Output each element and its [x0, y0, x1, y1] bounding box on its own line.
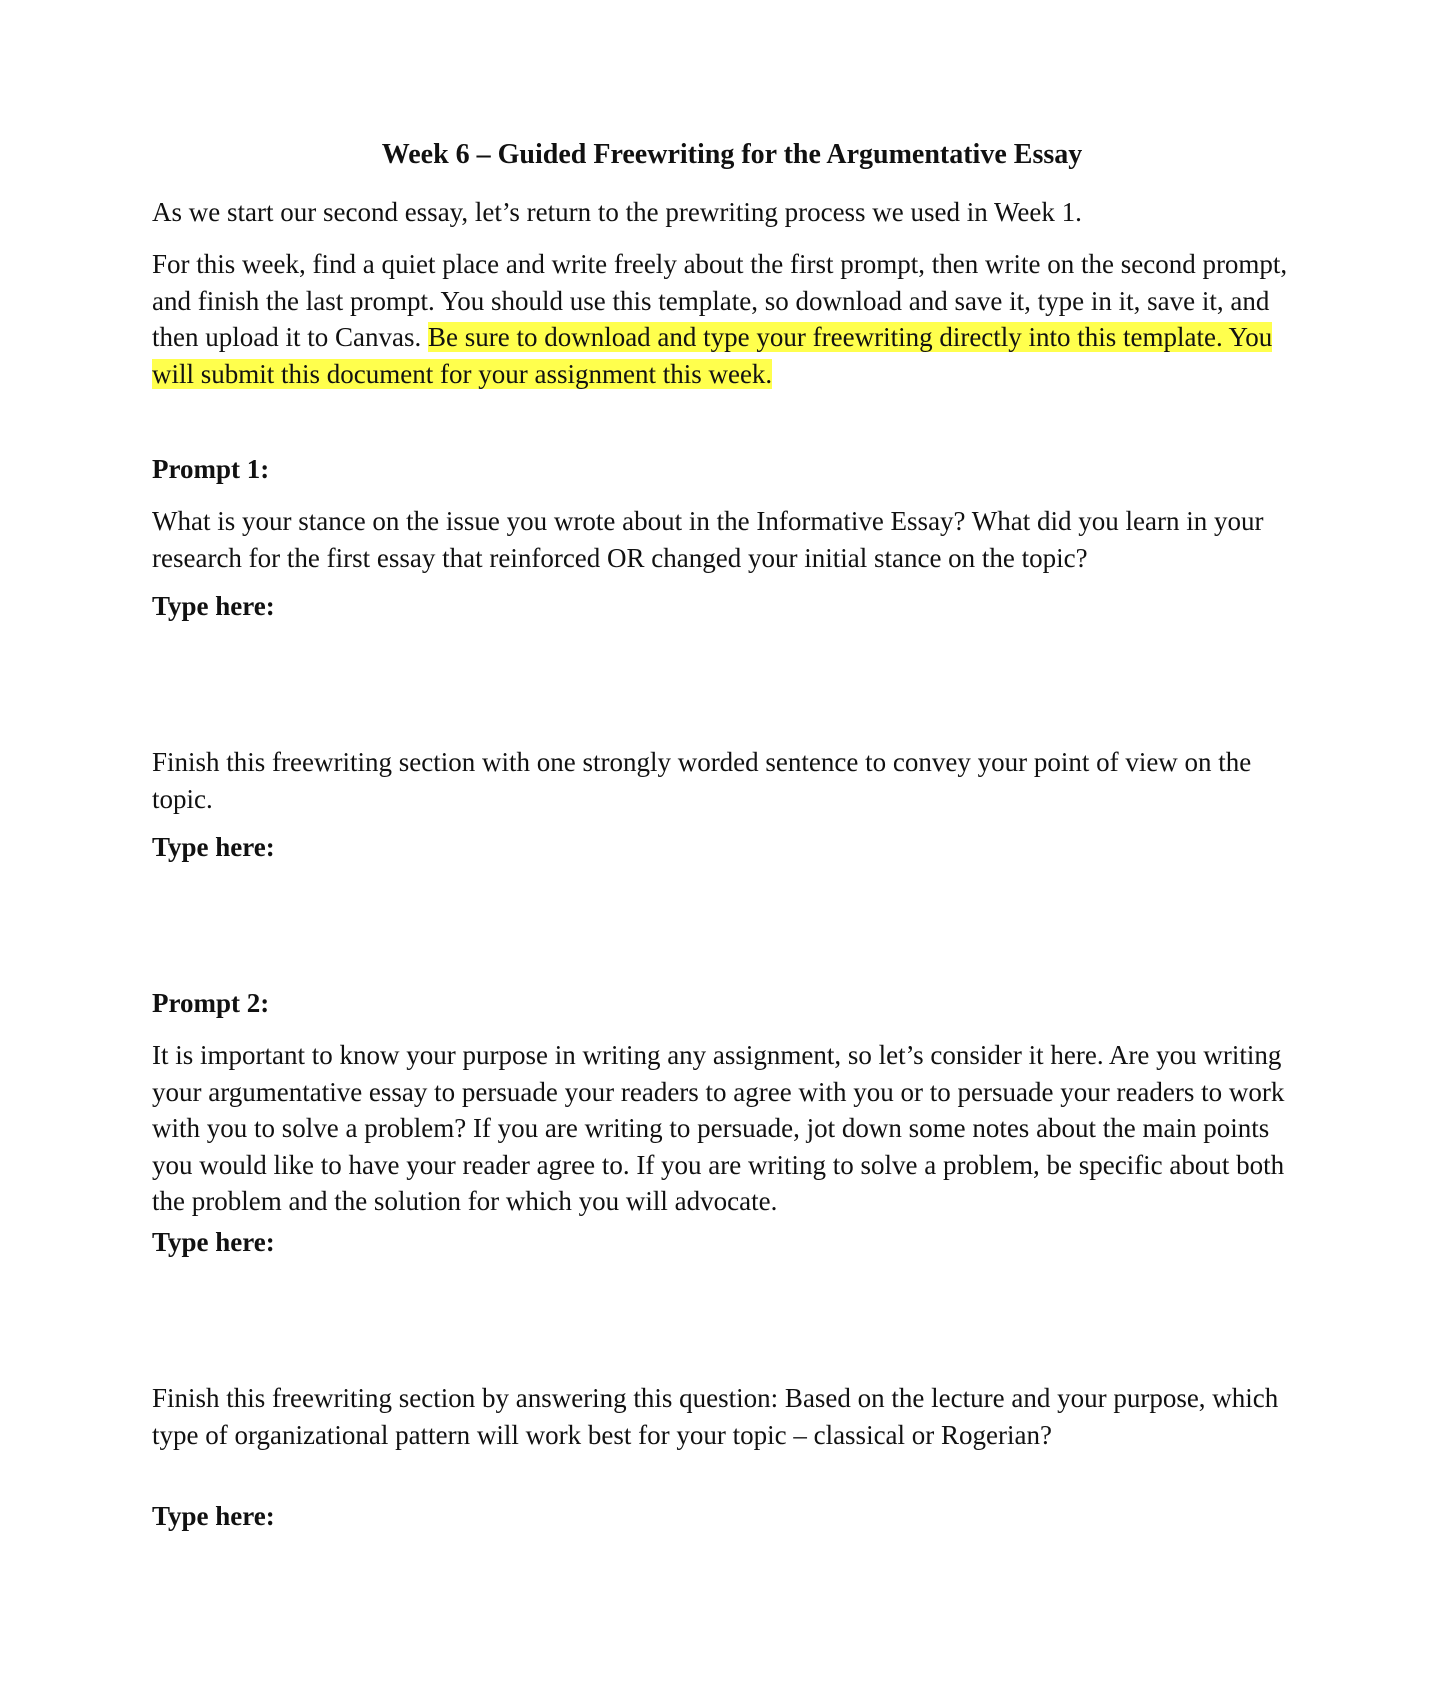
prompt1-finish-type-here-label: Type here: — [152, 832, 275, 862]
prompt2-question: It is important to know your purpose in writing any assignment, so let’s consider it here. Are you writing your argumentative essay to persuade your readers to agree with you or to persuade your readers to work with you to solve a problem? If you are writing to persuade, jot down some notes about the main points you would like to have your reader agree to. If you are writing to solve a problem, be specific about both the problem and the solution for which you will advocate. — [152, 1040, 1285, 1216]
prompt2-finish-instruction: Finish this freewriting section by answering this question: Based on the lecture and your purpose, which type of organizational pattern will work best for your topic – classical or Rogerian? — [152, 1383, 1279, 1450]
instructions-paragraph — [152, 246, 1312, 392]
intro-paragraph: As we start our second essay, let’s return to the prewriting process we used in Week 1. — [152, 197, 1082, 227]
instructions-text: For this week, find a quiet place and write freely about the first prompt, then write on the second prompt, and finish the last prompt. You should use this template, so download and save it, type in it, save it, and then upload it to Canvas. — [152, 249, 1288, 352]
prompt1-answer-area[interactable] — [152, 628, 1312, 718]
prompt1-type-here-label: Type here: — [152, 591, 275, 621]
prompt2-finish-type-here-label: Type here: — [152, 1501, 275, 1531]
document-title: Week 6 – Guided Freewriting for the Argumentative Essay — [381, 139, 1083, 170]
prompt2-finish-answer-area[interactable] — [152, 1538, 1312, 1618]
prompt2-answer-area[interactable] — [152, 1264, 1312, 1354]
prompt1-finish-instruction: Finish this freewriting section with one strongly worded sentence to convey your point of view on the topic. — [152, 747, 1252, 814]
prompt1-finish-answer-area[interactable] — [152, 869, 1312, 959]
highlighted-instructions: Be sure to download and type your freewriting directly into this template. You will submit this document for your assignment this week. — [152, 322, 1273, 389]
prompt1-question: What is your stance on the issue you wrote about in the Informative Essay? What did you learn in your research for the first essay that reinforced OR changed your initial stance on the topic? — [152, 506, 1264, 573]
prompt2-type-here-label: Type here: — [152, 1227, 275, 1257]
prompt2-heading: Prompt 2: — [152, 988, 270, 1018]
prompt1-heading: Prompt 1: — [152, 454, 270, 484]
